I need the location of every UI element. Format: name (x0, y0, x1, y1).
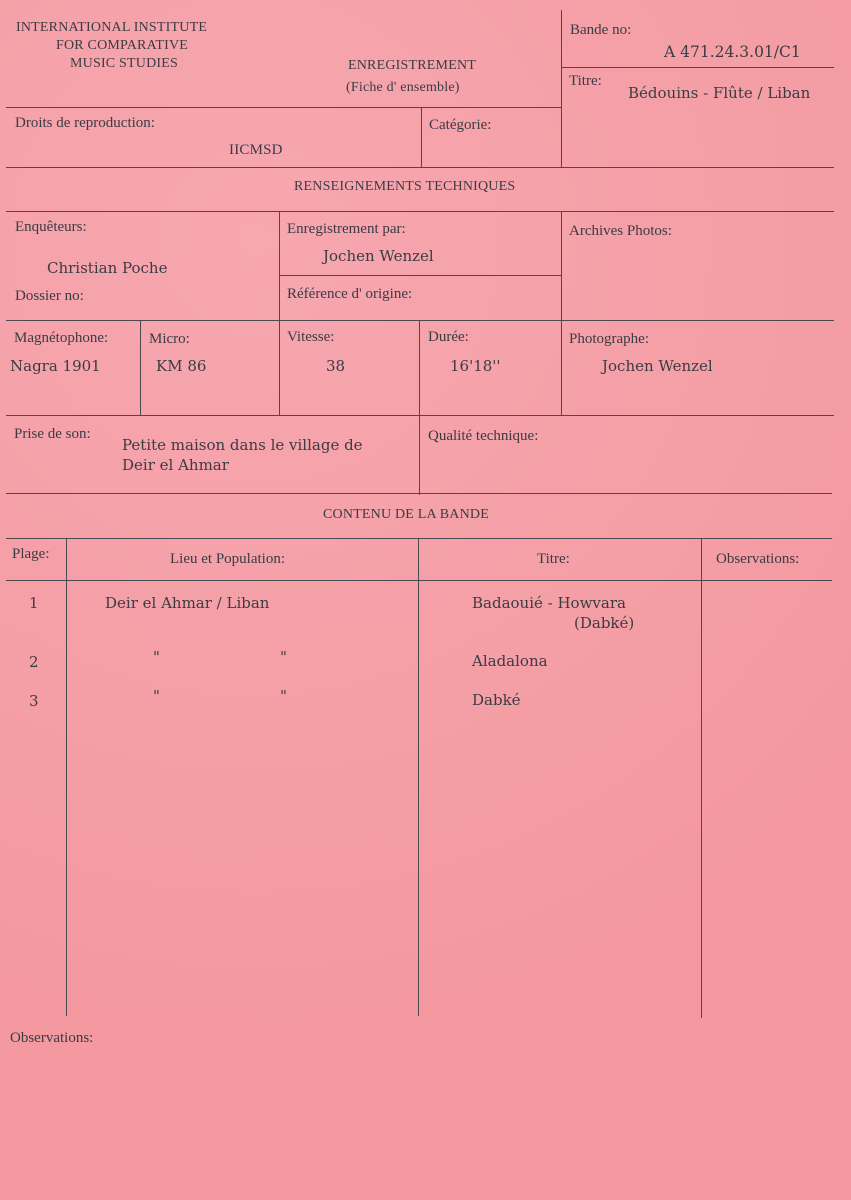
prise-de-son-label: Prise de son: (14, 426, 91, 442)
table-header-lieu: Lieu et Population: (170, 551, 285, 567)
micro-label: Micro: (149, 331, 190, 347)
section-rule-3 (6, 320, 834, 321)
duree-value: 16'18'' (450, 357, 501, 375)
droits-label: Droits de reproduction: (15, 115, 155, 131)
bande-value: A 471.24.3.01/C1 (664, 43, 801, 61)
table-col-2 (418, 538, 419, 1016)
titre-label: Titre: (569, 73, 602, 89)
section-rule-5 (6, 493, 832, 494)
col-divider-a (279, 211, 280, 416)
form-subtitle: (Fiche d' ensemble) (346, 80, 460, 95)
table-header-rule (6, 580, 832, 581)
observations-footer-label: Observations: (10, 1030, 94, 1046)
col-divider-c (140, 320, 141, 416)
droits-value: IICMSD (229, 142, 283, 158)
form-title: ENREGISTREMENT (348, 58, 477, 73)
col-divider-d (419, 320, 420, 495)
enqueteurs-label: Enquêteurs: (15, 219, 87, 235)
micro-value: KM 86 (156, 357, 207, 375)
row2-titre: Aladalona (472, 652, 548, 670)
droits-top-rule (6, 107, 561, 108)
section-rule-1 (6, 167, 834, 168)
row3-plage: 3 (29, 692, 39, 710)
magnetophone-label: Magnétophone: (14, 330, 109, 346)
duree-label: Durée: (428, 329, 469, 345)
table-col-3 (701, 538, 702, 1018)
prise-de-son-value-2: Deir el Ahmar (122, 456, 229, 474)
reference-label: Référence d' origine: (287, 286, 413, 302)
section-technique-heading: RENSEIGNEMENTS TECHNIQUES (294, 179, 516, 194)
col-divider-b (561, 211, 562, 416)
row1-titre-1: Badaouié - Howvara (472, 594, 626, 612)
row1-plage: 1 (29, 594, 39, 612)
vitesse-label: Vitesse: (287, 329, 335, 345)
categorie-label: Catégorie: (429, 117, 492, 133)
droits-divider (421, 107, 422, 167)
prise-de-son-value-1: Petite maison dans le village de (122, 436, 363, 454)
photographe-label: Photographe: (569, 331, 649, 347)
enregistrement-par-value: Jochen Wenzel (323, 247, 434, 265)
table-header-observations: Observations: (716, 551, 800, 567)
magnetophone-value: Nagra 1901 (10, 357, 101, 375)
row1-lieu: Deir el Ahmar / Liban (105, 594, 270, 612)
row3-ditto-1: " (153, 687, 160, 705)
institute-name-line3: MUSIC STUDIES (70, 56, 179, 71)
bande-rule (561, 67, 834, 68)
table-top-rule (6, 538, 832, 539)
row2-ditto-2: " (280, 648, 287, 666)
institute-name-line1: INTERNATIONAL INSTITUTE (16, 20, 208, 35)
section-contenu-heading: CONTENU DE LA BANDE (323, 507, 489, 522)
ref-top-rule (279, 275, 561, 276)
enqueteurs-value: Christian Poche (47, 259, 168, 277)
bande-label: Bande no: (570, 22, 632, 38)
archives-photos-label: Archives Photos: (569, 223, 672, 239)
enregistrement-par-label: Enregistrement par: (287, 221, 406, 237)
row2-ditto-1: " (153, 648, 160, 666)
table-col-1 (66, 538, 67, 1016)
qualite-label: Qualité technique: (428, 428, 539, 444)
institute-name-line2: FOR COMPARATIVE (56, 38, 189, 53)
header-divider (561, 10, 562, 167)
row3-titre: Dabké (472, 691, 521, 709)
titre-value: Bédouins - Flûte / Liban (628, 84, 811, 102)
row3-ditto-2: " (280, 687, 287, 705)
photographe-value: Jochen Wenzel (602, 357, 713, 375)
table-header-titre: Titre: (537, 551, 570, 567)
row1-titre-2: (Dabké) (574, 614, 635, 632)
dossier-label: Dossier no: (15, 288, 84, 304)
section-rule-4 (6, 415, 834, 416)
row2-plage: 2 (29, 653, 39, 671)
table-header-plage: Plage: (12, 546, 50, 562)
vitesse-value: 38 (326, 357, 346, 375)
section-rule-2 (6, 211, 834, 212)
